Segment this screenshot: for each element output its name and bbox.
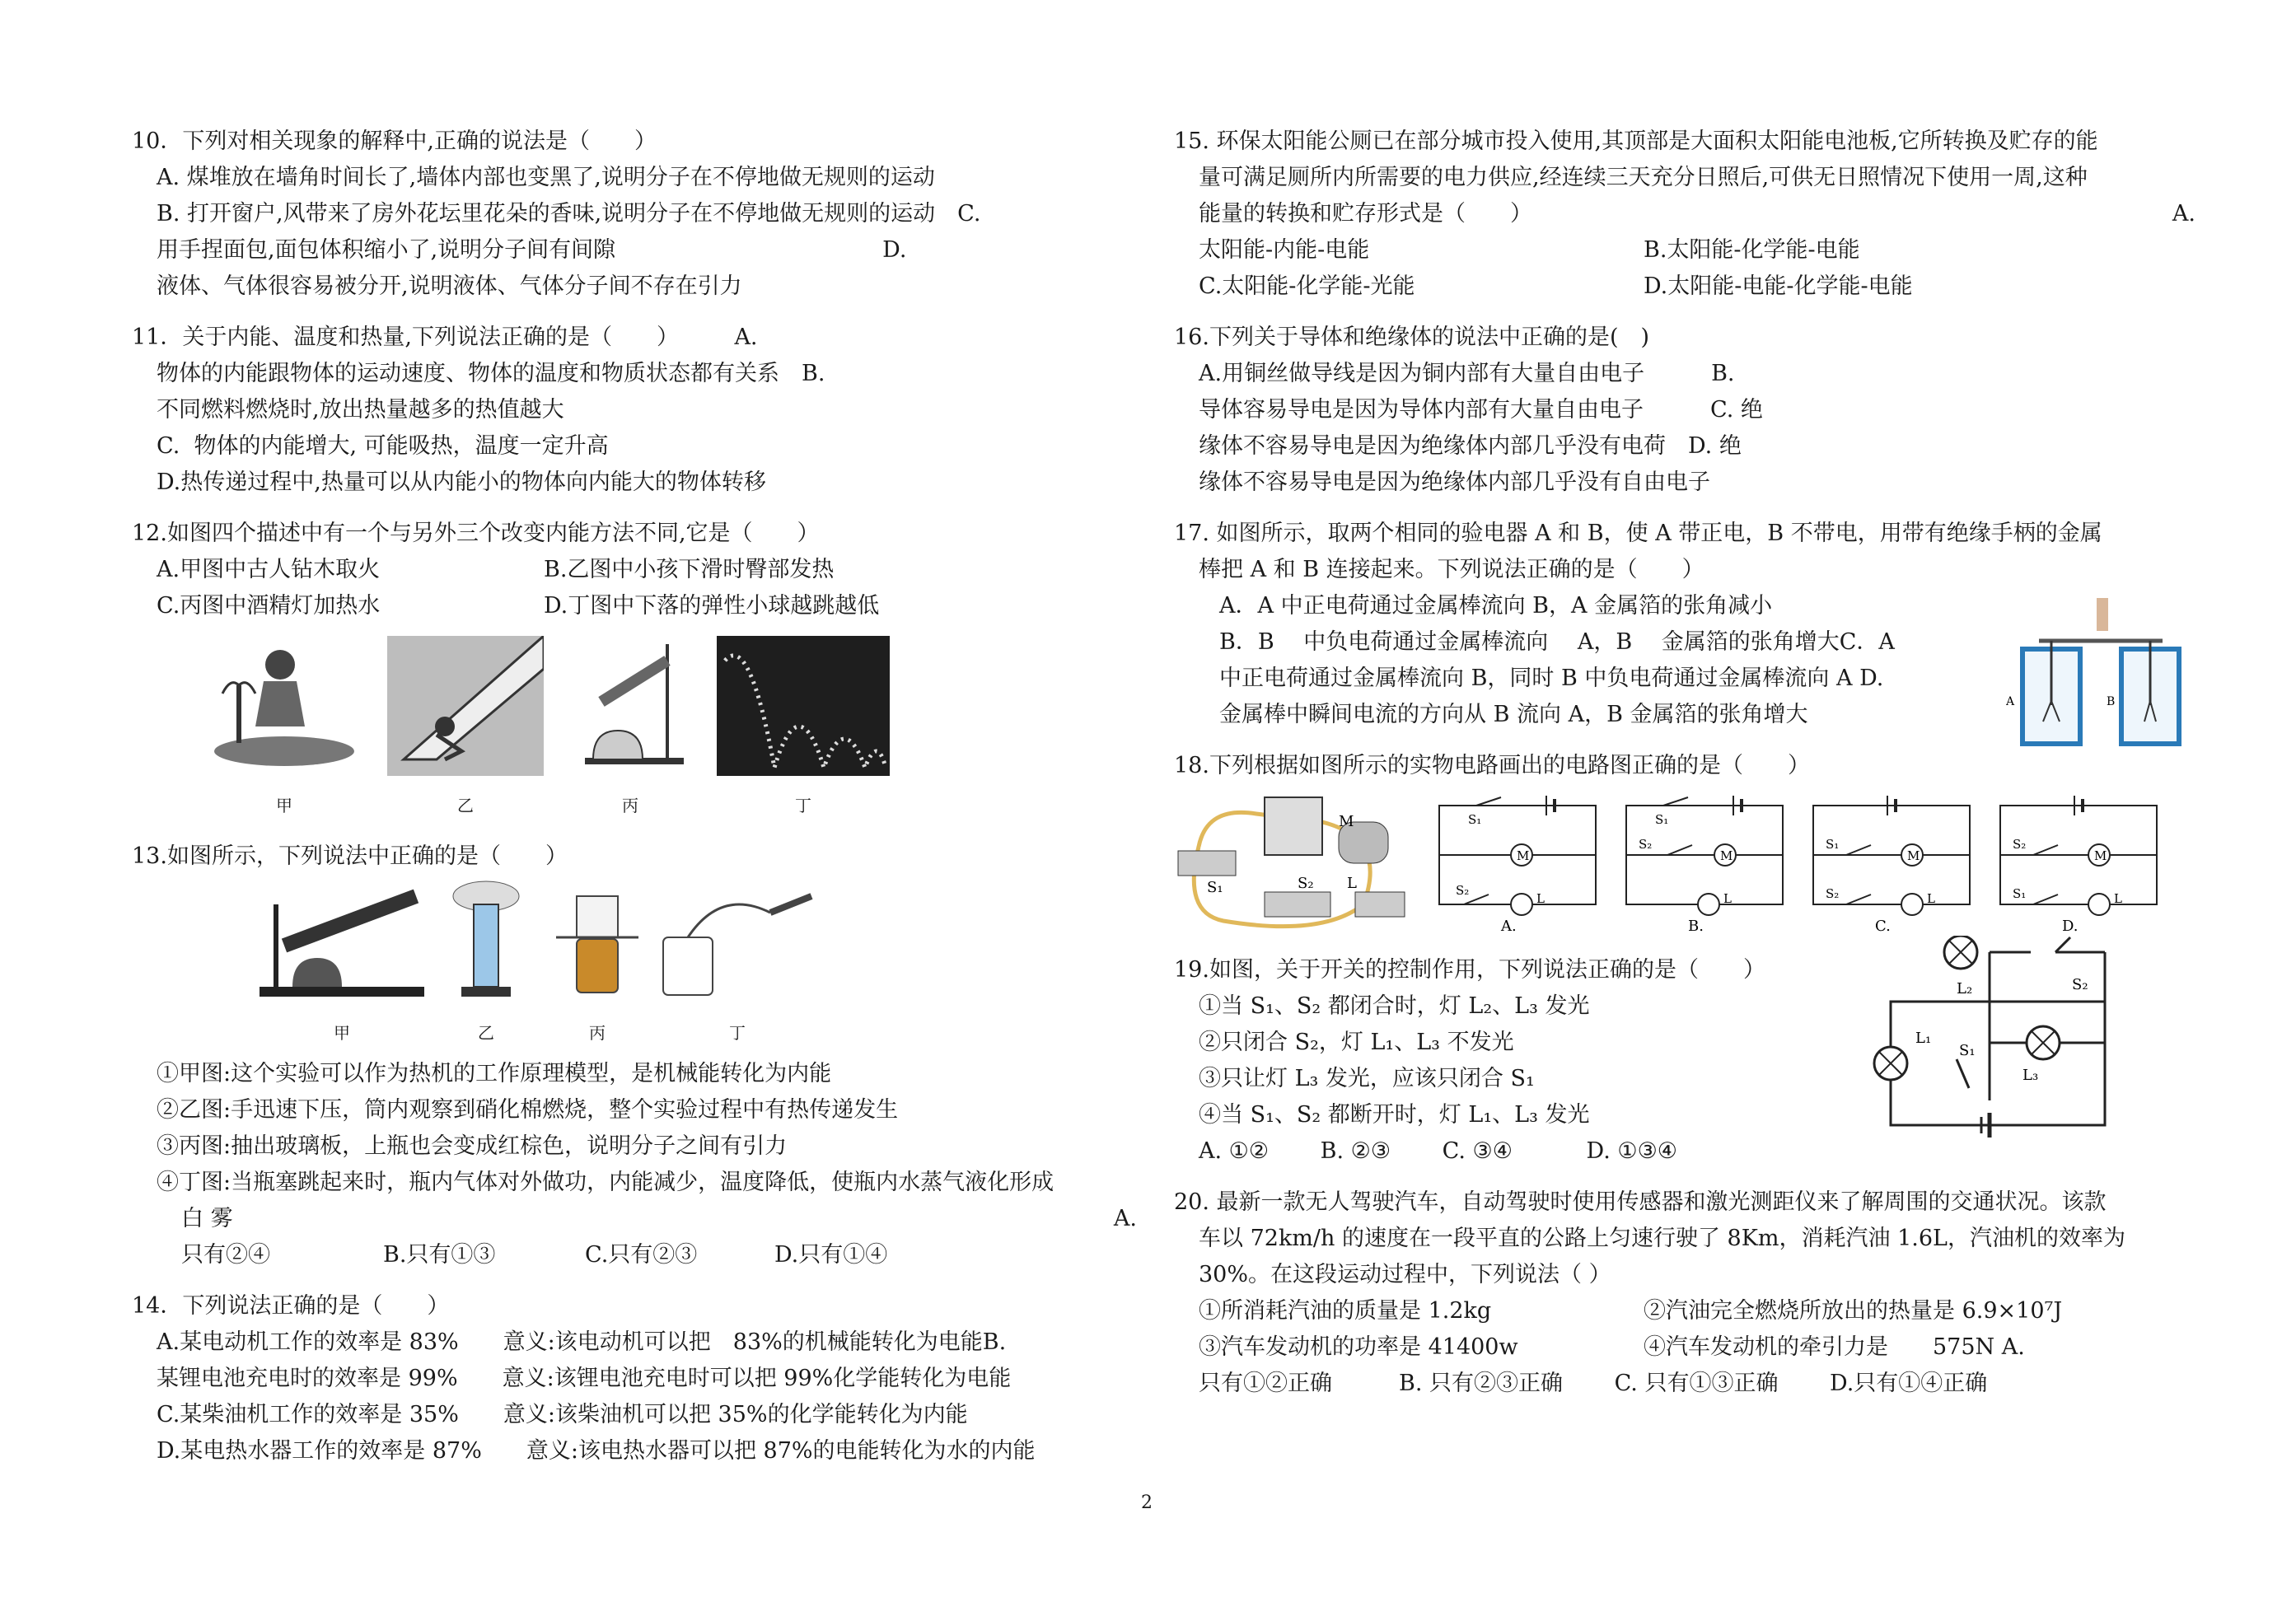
question-12 — [132, 516, 1137, 824]
caption: 丁 — [729, 1023, 746, 1043]
lamp-switch-circuit — [1866, 936, 2130, 1142]
figure-yi — [433, 880, 540, 1051]
electroscope-figure — [2006, 598, 2195, 763]
question-15 — [1174, 124, 2195, 305]
switch-s2-label: S₂ — [1826, 886, 1840, 901]
q11-stem: 11．关于内能、温度和热量,下列说法正确的是（ ） A. — [132, 325, 758, 350]
q13-option-c: C.只有②③ — [585, 1242, 698, 1268]
q14-line: D.某电热水器工作的效率是 87% 意义:该电热水器可以把 87%的电能转化为水的内能 — [157, 1438, 1036, 1464]
bouncing-ball-illustration — [717, 636, 890, 776]
q15-option-a: 太阳能-内能-电能 — [1199, 237, 1370, 263]
q17-option: B．B 中负电荷通过金属棒流向 A，B 金属箔的张角增大C．A — [1219, 629, 1895, 655]
q12-figures — [206, 636, 1137, 824]
figure-ding — [717, 636, 890, 824]
q17-option: 金属棒中瞬间电流的方向从 B 流向 A，B 金属箔的张角增大 — [1219, 702, 1808, 727]
motor-label: M — [2094, 848, 2107, 863]
q13-line: ③丙图:抽出玻璃板，上瓶也会变成红棕色，说明分子之间有引力 — [157, 1133, 788, 1159]
q12-option-b: B.乙图中小孩下滑时臀部发热 — [544, 557, 835, 582]
q15-line: 量可满足厕所内所需要的电力供应,经连续三天充分日照后,可供无日照情况下使用一周,这种 — [1199, 165, 2088, 190]
q11-line: C. 物体的内能增大, 可能吸热，温度一定升高 — [157, 433, 609, 459]
circuit-option-b — [1618, 789, 1795, 937]
question-17 — [1174, 516, 2195, 733]
q19-stem: 19.如图，关于开关的控制作用，下列说法正确的是（ ） — [1174, 957, 1765, 983]
q16-stem: 16.下列关于导体和绝缘体的说法中正确的是( ) — [1174, 325, 1650, 350]
figure-yi — [387, 636, 544, 824]
q11-line: D.热传递过程中,热量可以从内能小的物体向内能大的物体转移 — [157, 469, 766, 495]
q20-statement-1: ①所消耗汽油的质量是 1.2kg — [1199, 1298, 1492, 1324]
motor-label: M — [1339, 813, 1354, 830]
caption: 丙 — [622, 796, 638, 815]
q17-option: 中正电荷通过金属棒流向 B，同时 B 中负电荷通过金属棒流向 A D. — [1219, 666, 1884, 691]
q16-line: 导体容易导电是因为导体内部有大量自由电子 C. 绝 — [1199, 397, 1763, 423]
q10-line: B. 打开窗户,风带来了房外花坛里花朵的香味,说明分子在不停地做无规则的运动 C. — [157, 201, 981, 227]
q17-option: A．A 中正电荷通过金属棒流向 B，A 金属箔的张角减小 — [1219, 593, 1773, 619]
q12-option-c: C.丙图中酒精灯加热水 — [157, 593, 381, 619]
caption: 丙 — [589, 1023, 606, 1043]
q17-line: 棒把 A 和 B 连接起来。下列说法正确的是（ ） — [1199, 557, 1704, 582]
question-14 — [132, 1288, 1137, 1469]
q13-option-a: 只有②④ — [181, 1242, 270, 1268]
q10-line: 液体、气体很容易被分开,说明液体、气体分子间不存在引力 — [157, 273, 742, 299]
figure-jia — [260, 880, 424, 1051]
figure-ding — [655, 880, 820, 1051]
q13-figures — [260, 880, 1137, 1051]
lamp-label: L — [1723, 891, 1732, 906]
q15-option-b: B.太阳能-化学能-电能 — [1644, 237, 1860, 263]
q16-line: 缘体不容易导电是因为绝缘体内部几乎没有自由电子 — [1199, 469, 1710, 495]
switch-s1-label: S₁ — [1207, 879, 1223, 896]
drilling-wood-illustration — [206, 636, 362, 776]
lamp-label: L — [1536, 891, 1545, 906]
circuit-option-c — [1805, 789, 1982, 937]
electroscope-b-label: B — [2107, 695, 2116, 708]
question-11 — [132, 320, 1137, 501]
q16-line: 缘体不容易导电是因为绝缘体内部几乎没有电荷 D. 绝 — [1199, 433, 1742, 459]
q15-option-c: C.太阳能-化学能-光能 — [1199, 273, 1415, 299]
q10-line: A. 煤堆放在墙角时间长了,墙体内部也变黑了,说明分子在不停地做无规则的运动 — [157, 165, 935, 190]
question-16 — [1174, 320, 2195, 501]
q18-stem: 18.下列根据如图所示的实物电路画出的电路图正确的是（ ） — [1174, 753, 1810, 778]
switch-s2-label: S₂ — [1639, 837, 1653, 852]
alcohol-lamp-illustration — [568, 636, 692, 776]
circuit-option-d — [1992, 789, 2169, 937]
q15-line: 15. 环保太阳能公厕已在部分城市投入使用,其顶部是大面积太阳能电池板,它所转换及贮存的能 — [1174, 128, 2098, 154]
question-13 — [132, 839, 1137, 1273]
q20-options: 只有①②正确 B. 只有②③正确 C. 只有①③正确 D.只有①④正确 — [1199, 1371, 1988, 1396]
switch-s2-label: S₂ — [2013, 837, 2027, 852]
q19-line: ④当 S₁、S₂ 都断开时，灯 L₁、L₃ 发光 — [1199, 1102, 1590, 1128]
l2-label: L₂ — [1957, 980, 1973, 997]
physical-circuit-illustration — [1174, 789, 1421, 937]
lamp-label: L — [1347, 875, 1357, 892]
caption: 甲 — [334, 1023, 350, 1043]
q18-figures — [1174, 789, 2195, 937]
q15-line: 能量的转换和贮存形式是（ ） — [1199, 201, 1532, 227]
slide-illustration — [387, 636, 544, 776]
q15-option-d: D.太阳能-电能-化学能-电能 — [1644, 273, 1913, 299]
q12-option-d: D.丁图中下落的弹性小球越跳越低 — [544, 593, 880, 619]
question-19 — [1174, 952, 2195, 1170]
q20-line: 车以 72km/h 的速度在一段平直的公路上匀速行驶了 8Km，消耗汽油 1.6L，汽油机的效率为 — [1199, 1226, 2125, 1251]
q13-line: 白 雾 — [181, 1206, 233, 1231]
figure-bing — [568, 636, 692, 824]
switch-s1-label: S₁ — [1655, 812, 1669, 827]
q13-line: ④丁图:当瓶塞跳起来时，瓶内气体对外做功，内能减少，温度降低，使瓶内水蒸气液化形成 — [157, 1170, 1054, 1195]
option-caption: B. — [1688, 918, 1704, 935]
switch-s2-label: S₂ — [1456, 883, 1470, 898]
l3-label: L₃ — [2022, 1067, 2039, 1084]
motor-label: M — [1517, 848, 1530, 863]
q13-stem: 13.如图所示，下列说法中正确的是（ ） — [132, 843, 568, 869]
steam-tube-illustration — [260, 880, 424, 1003]
s1-label: S₁ — [1959, 1042, 1976, 1059]
switch-s1-label: S₁ — [1826, 837, 1840, 852]
motor-label: M — [1907, 848, 1920, 863]
caption: 乙 — [457, 796, 474, 815]
q20-statement-2: ②汽油完全燃烧所放出的热量是 6.9×10⁷J — [1644, 1298, 2063, 1324]
question-10 — [132, 124, 1137, 305]
q16-line: A.用铜丝做导线是因为铜内部有大量自由电子 B. — [1199, 361, 1735, 386]
q20-statement-4: ④汽车发动机的牵引力是 575N A. — [1644, 1334, 2025, 1360]
page-number: 2 — [1141, 1493, 1153, 1513]
circuit-option-a — [1431, 789, 1608, 937]
q19-line: ①当 S₁、S₂ 都闭合时，灯 L₂、L₃ 发光 — [1199, 993, 1590, 1019]
option-caption: D. — [2062, 918, 2079, 935]
q17-line: 17. 如图所示，取两个相同的验电器 A 和 B，使 A 带正电，B 不带电，用带有绝缘手柄的金属 — [1174, 521, 2102, 546]
q19-line: ②只闭合 S₂，灯 L₁、L₃ 不发光 — [1199, 1030, 1514, 1055]
q10-line: 用手捏面包,面包体积缩小了,说明分子间有间隙 D. — [157, 237, 907, 263]
q12-stem: 12.如图四个描述中有一个与另外三个改变内能方法不同,它是（ ） — [132, 521, 820, 546]
q13-option-d: D.只有①④ — [774, 1242, 888, 1268]
gas-bottles-illustration — [548, 880, 647, 1003]
l1-label: L₁ — [1915, 1030, 1932, 1047]
caption: 甲 — [276, 796, 292, 815]
figure-bing — [548, 880, 647, 1051]
left-column — [132, 124, 1137, 1484]
piston-cylinder-illustration — [433, 880, 540, 1003]
switch-s2-label: S₂ — [1298, 875, 1314, 892]
question-20 — [1174, 1184, 2195, 1402]
pump-bottle-illustration — [655, 880, 820, 1003]
lamp-label: L — [1927, 891, 1935, 906]
q19-options: A. ①② B. ②③ C. ③④ D. ①③④ — [1199, 1138, 1677, 1164]
q20-line: 30%。在这段运动过程中，下列说法（ ） — [1199, 1262, 1611, 1287]
q14-line: A.某电动机工作的效率是 83% 意义:该电动机可以把 83%的机械能转化为电能B. — [157, 1329, 1007, 1355]
switch-s1-label: S₁ — [1468, 812, 1482, 827]
q14-stem: 14．下列说法正确的是（ ） — [132, 1293, 450, 1319]
switch-s1-label: S₁ — [2013, 886, 2027, 901]
q11-line: 物体的内能跟物体的运动速度、物体的温度和物质状态都有关系 B. — [157, 361, 825, 386]
q19-line: ③只让灯 L₃ 发光，应该只闭合 S₁ — [1199, 1066, 1535, 1091]
q12-option-a: A.甲图中古人钻木取火 — [157, 557, 381, 582]
q13-line: ①甲图:这个实验可以作为热机的工作原理模型，是机械能转化为内能 — [157, 1061, 832, 1086]
right-column — [1174, 124, 2195, 1417]
caption: 乙 — [478, 1023, 494, 1043]
q14-line: C.某柴油机工作的效率是 35% 意义:该柴油机可以把 35%的化学能转化为内能 — [157, 1402, 968, 1427]
option-caption: C. — [1875, 918, 1891, 935]
motor-label: M — [1720, 848, 1733, 863]
lamp-label: L — [2114, 891, 2122, 906]
q20-line: 20. 最新一款无人驾驶汽车，自动驾驶时使用传感器和激光测距仪来了解周围的交通状况。该款 — [1174, 1189, 2107, 1215]
q15-line-right: A. — [2172, 201, 2195, 227]
question-18 — [1174, 748, 2195, 937]
s2-label: S₂ — [2072, 976, 2088, 993]
q11-line: 不同燃料燃烧时,放出热量越多的热值越大 — [157, 397, 564, 423]
q13-line: ②乙图:手迅速下压，筒内观察到硝化棉燃烧，整个实验过程中有热传递发生 — [157, 1097, 899, 1123]
q13-option-b: B.只有①③ — [383, 1242, 496, 1268]
q14-line: 某锂电池充电时的效率是 99% 意义:该锂电池充电时可以把 99%化学能转化为电能 — [157, 1366, 1012, 1391]
electroscope-a-label: A — [2006, 695, 2015, 708]
q13-line-right: A. — [1113, 1206, 1137, 1231]
q20-statement-3: ③汽车发动机的功率是 41400w — [1199, 1334, 1518, 1360]
figure-jia — [206, 636, 362, 824]
caption: 丁 — [795, 796, 811, 815]
option-caption: A. — [1501, 918, 1517, 935]
q10-stem: 10．下列对相关现象的解释中,正确的说法是（ ） — [132, 128, 657, 154]
